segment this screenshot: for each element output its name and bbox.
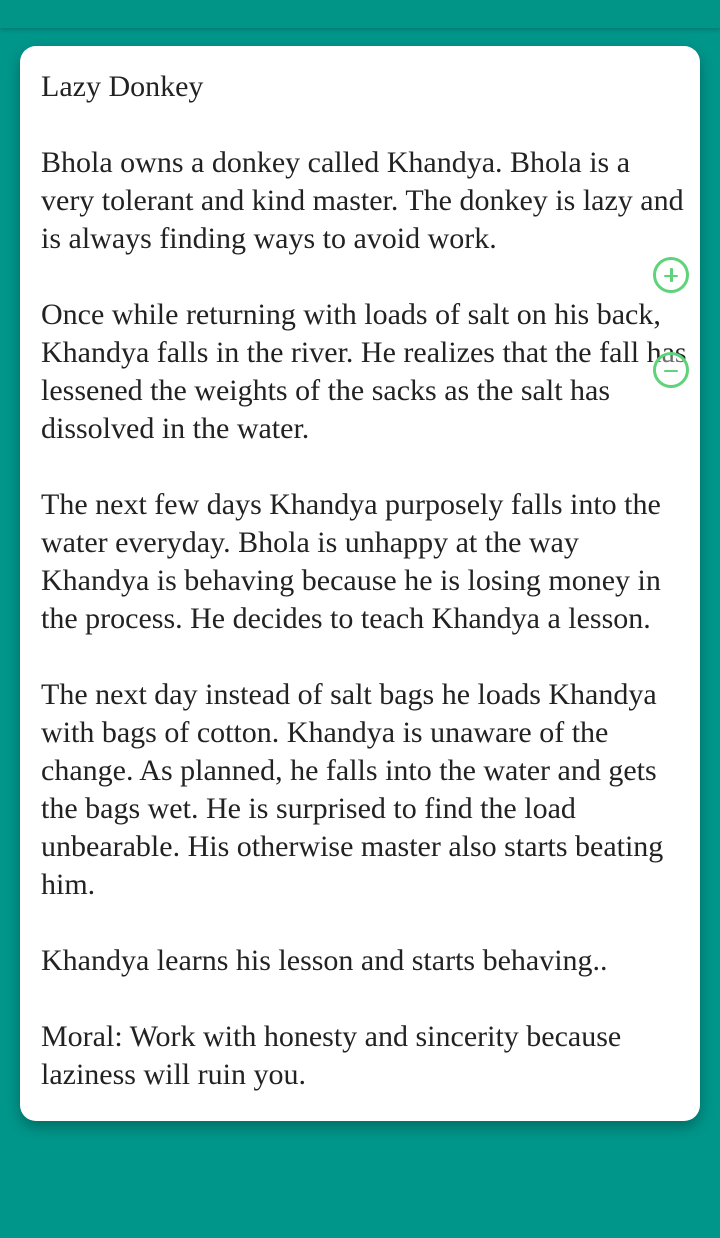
status-bar [0,0,720,28]
story-card [20,46,700,1121]
story-text [41,68,689,1094]
story-paragraph-5: Khandya learns his lesson and starts behaving.. [41,944,608,977]
story-paragraph-3: The next few days Khandya purposely falls into the water everyday. Bhola is unhappy at the way Khandya is behaving because he is losing money in the process. He decides to teach Khandya a lesson. [41,488,661,635]
story-moral: Moral: Work with honesty and sincerity because laziness will ruin you. [41,1020,622,1091]
zoom-in-button[interactable] [653,257,689,293]
story-title: Lazy Donkey [41,70,204,103]
story-paragraph-1: Bhola owns a donkey called Khandya. Bhola is a very tolerant and kind master. The donkey is lazy and is always finding ways to avoid work. [41,146,684,255]
zoom-out-button[interactable] [653,352,689,388]
story-paragraph-2: Once while returning with loads of salt on his back, Khandya falls in the river. He realizes that the fall has lessened the weights of the sacks as the salt has dissolved in the water. [41,298,687,445]
story-paragraph-4: The next day instead of salt bags he loads Khandya with bags of cotton. Khandya is unaware of the change. As planned, he falls into the water and gets the bags wet. He is surprised to find the load unbearable. His otherwise master also starts beating him. [41,678,664,901]
